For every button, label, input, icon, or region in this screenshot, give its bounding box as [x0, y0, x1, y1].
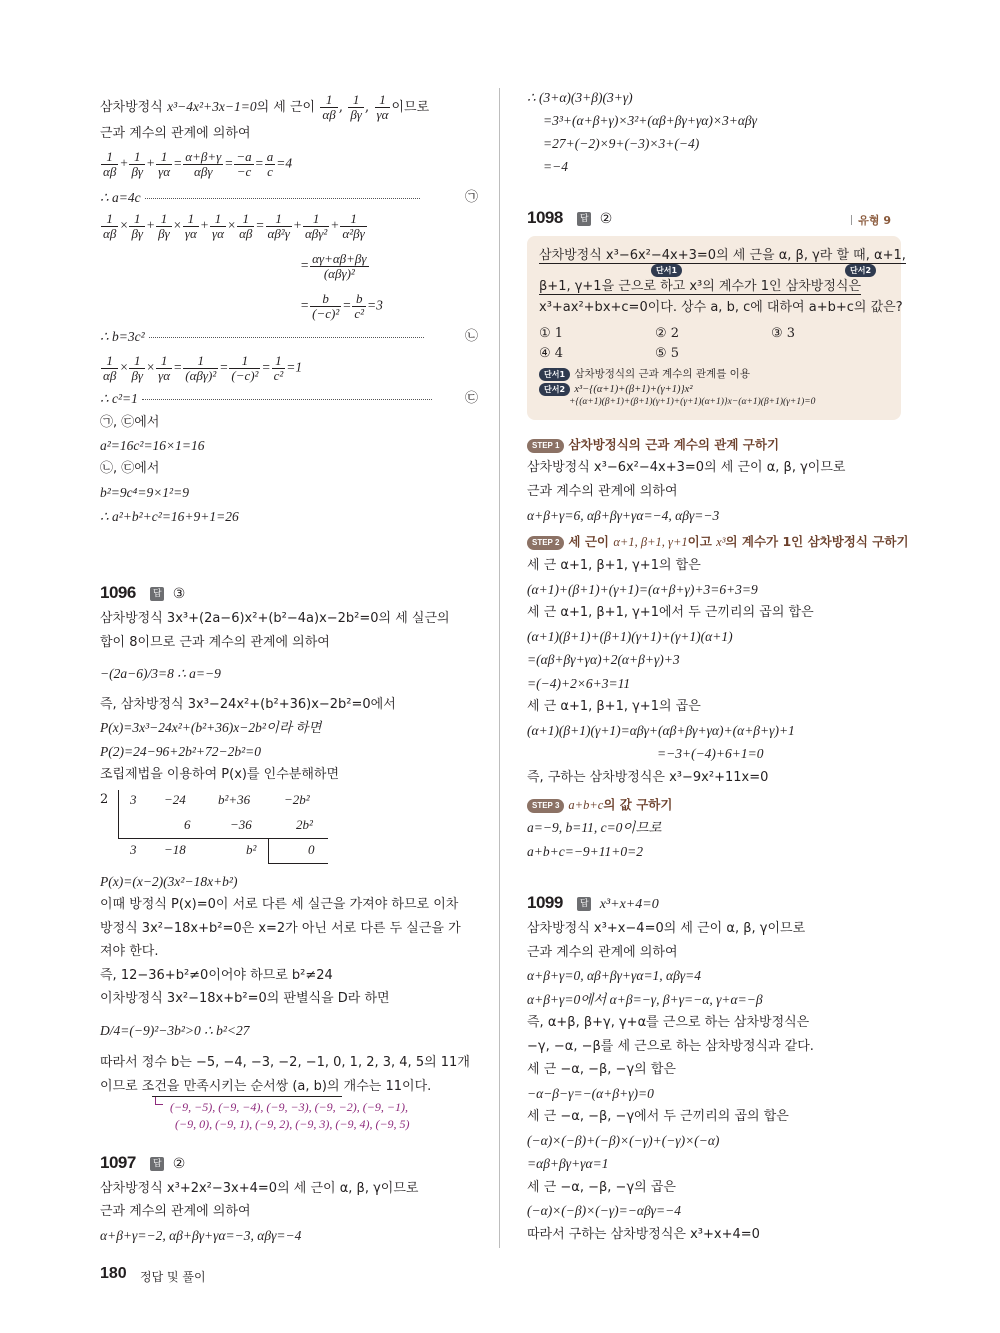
text-line: α+β+γ=0, αβ+βγ+γα=1, αβγ=4 — [527, 968, 702, 983]
text-line: 이때 방정식 P(x)=0이 서로 다른 세 실근을 가져야 하므로 이차 — [100, 897, 459, 912]
choice-4[interactable]: ④ 4 — [539, 346, 564, 361]
cont-line-4: ∴ a=4c ㉠ — [100, 188, 478, 208]
text-line: =3³+(α+β+γ)×3²+(αβ+βγ+γα)×3+αβγ — [543, 113, 757, 128]
text-line: 세 근 α+1, β+1, γ+1에서 두 근끼리의 곱의 합은 — [527, 605, 814, 620]
cont-line-1: 삼차방정식 x³−4x²+3x−1=0의 세 근이 $\frac{1}{\alpha\beta}$ , $\frac{1}{\beta\gamma}$ , $\frac{1}{\gamma\alpha}$ 이므로 — [100, 92, 430, 122]
problem-number: 1099 — [527, 893, 563, 912]
cont-line-5: $\frac{1}{\alpha\beta}$ × $\frac{1}{\beta\gamma}$ + $\frac{1}{\beta\gamma}$ × $\frac{1}{\gamma\alpha}$ + $\frac{1}{\gamma\alpha}$ × $\frac{1}{\alpha\beta}$ = $\frac{1}{\text{αβ²γ}}$ + $\frac{1}{\text{αβγ²}}$ + $\frac{1}{\text{α²βγ}}$ — [103, 211, 365, 241]
cont-line-3: $\frac{1}{\alpha\beta}$ + $\frac{1}{\beta\gamma}$ + $\frac{1}{\gamma\alpha}$ = $\frac{\alpha+\beta+\gamma}{\text{αβγ}}$ = $\frac{-a}{-c}$ = $\frac{a}{c}$ =4 — [103, 149, 293, 179]
cont-line-14: b²=9c⁴=9×1²=9 — [100, 485, 189, 500]
choice-2[interactable]: ② 2 — [655, 326, 680, 341]
text-line: 근과 계수의 관계에 의하여 — [100, 1204, 251, 1219]
text-line: =27+(−2)×9+(−3)×3+(−4) — [543, 136, 700, 151]
question-line-3: x³+ax²+bx+c=0이다. 상수 a, b, c에 대하여 a+b+c의 값은? — [539, 300, 903, 315]
cont-line-7: = $\frac{b}{\text{(−c)²}}$ = $\frac{b}{\text{c²}}$ =3 — [300, 291, 383, 321]
problem-number: 1097 — [100, 1153, 136, 1172]
text-line: 세 근 α+1, β+1, γ+1의 곱은 — [527, 699, 701, 714]
text-line: (α+1)(β+1)(γ+1)=αβγ+(αβ+βγ+γα)+(α+β+γ)+1 — [527, 723, 795, 738]
leader-dots — [145, 198, 420, 199]
answer-value: ② — [599, 211, 613, 227]
cont-line-9: $\frac{1}{\alpha\beta}$ × $\frac{1}{\beta\gamma}$ × $\frac{1}{\gamma\alpha}$ = $\frac{1}{\text{(αβγ)²}}$ = $\frac{1}{\text{(−c)²}}$ = $\frac{1}{\text{c²}}$ =1 — [103, 353, 303, 383]
annotation-arrow-icon — [155, 1097, 163, 1105]
text-line: 합이 8이므로 근과 계수의 관계에 의하여 — [100, 635, 330, 650]
question-line-2: β+1, γ+1을 근으로 하고 x³의 계수가 1인 삼차방정식은 — [539, 279, 862, 294]
text-line: −γ, −α, −β를 세 근으로 하는 삼차방정식과 같다. — [527, 1039, 814, 1054]
text-line: 즉, 구하는 삼차방정식은 x³−9x²+11x=0 — [527, 770, 769, 785]
text-line: (−α)×(−β)+(−β)×(−γ)+(−γ)×(−α) — [527, 1133, 720, 1148]
text-line: P(x)=(x−2)(3x²−18x+b²) — [100, 874, 238, 889]
cont-line-11: ㉠, ㉢에서 — [100, 415, 160, 430]
text-line: ∴ (3+α)(3+β)(3+γ) — [527, 90, 633, 105]
text-line: α+β+γ=6, αβ+βγ+γα=−4, αβγ=−3 — [527, 508, 720, 523]
annotation-line-2: (−9, 0), (−9, 1), (−9, 2), (−9, 3), (−9, 4), (−9, 5) — [175, 1117, 410, 1131]
hint1-badge: 단서1 — [651, 264, 682, 277]
step-badge: STEP 2 — [527, 536, 564, 550]
text-line: P(x)=3x³−24x²+(b²+36)x−2b²이라 하면 — [100, 720, 322, 735]
text-line: =−3+(−4)+6+1=0 — [657, 746, 764, 761]
cont-line-6: = $\frac{\alpha\gamma+\alpha\beta+\beta\gamma}{\text{(αβγ)²}}$ — [300, 251, 367, 281]
text-line: 삼차방정식 x³+2x²−3x+4=0의 세 근이 α, β, γ이므로 — [100, 1181, 419, 1196]
column-divider — [499, 88, 500, 1248]
question-line-1: 삼차방정식 x³−6x²−4x+3=0의 세 근을 α, β, γ라 할 때, α+1, — [539, 248, 906, 263]
text-line: 세 근 −α, −β, −γ의 합은 — [527, 1062, 676, 1077]
leader-dots — [149, 337, 424, 338]
text-line: 즉, α+β, β+γ, γ+α를 근으로 하는 삼차방정식은 — [527, 1015, 810, 1030]
division-line — [118, 838, 328, 839]
hint1-explanation: 단서1 삼차방정식의 근과 계수의 관계를 이용 — [539, 366, 750, 381]
leader-dots — [142, 399, 432, 400]
cont-line-10: ∴ c²=1 ㉢ — [100, 389, 478, 409]
problem-1097-header — [100, 1153, 185, 1173]
text-line: =(αβ+βγ+γα)+2(α+β+γ)+3 — [527, 652, 680, 667]
text-line: 즉, 삼차방정식 3x³−24x²+(b²+36)x−2b²=0에서 — [100, 697, 396, 712]
text-line: 조립제법을 이용하여 P(x)를 인수분해하면 — [100, 767, 340, 782]
answer-value: ③ — [172, 586, 186, 602]
text-line: −(2a−6)/3=8 ∴ a=−9 — [100, 666, 221, 681]
text-line: 이므로 조건을 만족시키는 순서쌍 (a, b)의 개수는 11이다. — [100, 1079, 432, 1094]
choice-1[interactable]: ① 1 — [539, 326, 564, 341]
text-line: 따라서 정수 b는 −5, −4, −3, −2, −1, 0, 1, 2, 3, 4, 5의 11개 — [100, 1055, 470, 1070]
answer-badge-icon: 답 — [150, 1157, 164, 1171]
text-line: 삼차방정식 3x³+(2a−6)x²+(b²−4a)x−2b²=0의 세 실근의 — [100, 611, 450, 626]
text-line: 즉, 12−36+b²≠0이어야 하므로 b²≠24 — [100, 968, 333, 983]
text-line: P(2)=24−96+2b²+72−2b²=0 — [100, 744, 261, 759]
answer-value: ② — [172, 1156, 186, 1172]
mark-digeut: ㉢ — [464, 391, 478, 406]
hint2-badge: 단서2 — [845, 264, 876, 277]
text-line: −α−β−γ=−(α+β+γ)=0 — [527, 1086, 654, 1101]
step1-header: STEP 1 삼차방정식의 근과 계수의 관계 구하기 — [527, 435, 779, 455]
problem-number: 1096 — [100, 583, 136, 602]
page-label: 정답 및 풀이 — [140, 1270, 206, 1284]
text-line: =αβ+βγ+γα=1 — [527, 1156, 609, 1171]
text-line: (−α)×(−β)×(−γ)=−αβγ=−4 — [527, 1203, 681, 1218]
problem-number: 1098 — [527, 208, 563, 227]
remainder-line — [268, 863, 328, 864]
page-number: 180 — [100, 1265, 127, 1282]
step-badge: STEP 1 — [527, 439, 564, 453]
text-line: 져야 한다. — [100, 944, 159, 959]
text-line: α+β+γ=−2, αβ+βγ+γα=−3, αβγ=−4 — [100, 1228, 302, 1243]
text-line: =−4 — [543, 159, 568, 174]
problem-1099-header — [527, 893, 659, 913]
hint2-explanation: 단서2 x³−{(α+1)+(β+1)+(γ+1)}x² — [539, 381, 692, 397]
step3-header: STEP 3 a+b+c의 값 구하기 — [527, 795, 672, 815]
text-line: 따라서 구하는 삼차방정식은 x³+x+4=0 — [527, 1227, 760, 1242]
text-line: 삼차방정식 x³−6x²−4x+3=0의 세 근이 α, β, γ이므로 — [527, 460, 846, 475]
text-line: (α+1)(β+1)+(β+1)(γ+1)+(γ+1)(α+1) — [527, 629, 733, 644]
step-badge: STEP 3 — [527, 799, 564, 813]
synthetic-division-table: 2 3 −24 b²+36 −2b² 6 −36 2b² 3 −18 b² 0 — [100, 790, 330, 865]
text-line: 근과 계수의 관계에 의하여 — [527, 945, 678, 960]
cont-line-15: ∴ a²+b²+c²=16+9+1=26 — [100, 509, 239, 524]
choice-3[interactable]: ③ 3 — [771, 326, 796, 341]
text-line: D/4=(−9)²−3b²>0 ∴ b²<27 — [100, 1023, 250, 1038]
text-line: 세 근 −α, −β, −γ에서 두 근끼리의 곱의 합은 — [527, 1109, 789, 1124]
cont-line-8: ∴ b=3c² ㉡ — [100, 327, 478, 347]
choice-5[interactable]: ⑤ 5 — [655, 346, 680, 361]
mark-nieun: ㉡ — [464, 329, 478, 344]
remainder-bar — [268, 838, 269, 863]
hint2-explanation-cont: +{(α+1)(β+1)+(β+1)(γ+1)+(γ+1)(α+1)}x−(α+1)(β+1)(γ+1)=0 — [569, 397, 816, 407]
text-line: a=−9, b=11, c=0이므로 — [527, 820, 662, 835]
division-bar — [118, 790, 119, 838]
annotation-line-1: (−9, −5), (−9, −4), (−9, −3), (−9, −2), (−9, −1), — [170, 1100, 408, 1114]
text-line: 삼차방정식 x³+x−4=0의 세 근이 α, β, γ이므로 — [527, 921, 806, 936]
cont-line-12: a²=16c²=16×1=16 — [100, 438, 205, 453]
question-box — [527, 236, 906, 420]
answer-badge-icon: 답 — [577, 897, 591, 911]
cont-line-2: 근과 계수의 관계에 의하여 — [100, 126, 251, 141]
problem-1096-header — [100, 583, 185, 603]
type-tag: 유형 9 — [851, 212, 891, 228]
step2-header: STEP 2 세 근이 α+1, β+1, γ+1이고 x³의 계수가 1인 삼차방정식 구하기 — [527, 532, 909, 552]
cont-line-13: ㉡, ㉢에서 — [100, 461, 160, 476]
text-line: =(−4)+2×6+3=11 — [527, 676, 631, 691]
mark-giyeok: ㉠ — [464, 190, 478, 205]
answer-badge-icon: 답 — [577, 212, 591, 226]
text-line: 방정식 3x²−18x+b²=0은 x=2가 아닌 서로 다른 두 실근을 가 — [100, 921, 461, 936]
answer-value: x³+x+4=0 — [599, 897, 659, 912]
text-line: α+β+γ=0에서 α+β=−γ, β+γ=−α, γ+α=−β — [527, 992, 763, 1007]
text-line: 이차방정식 3x²−18x+b²=0의 판별식을 D라 하면 — [100, 991, 390, 1006]
text-line: 근과 계수의 관계에 의하여 — [527, 484, 678, 499]
problem-1098-header — [527, 208, 901, 228]
answer-badge-icon: 답 — [150, 587, 164, 601]
text-line: (α+1)+(β+1)+(γ+1)=(α+β+γ)+3=6+3=9 — [527, 582, 758, 597]
text-line: a+b+c=−9+11+0=2 — [527, 844, 644, 859]
text-line: 세 근 α+1, β+1, γ+1의 합은 — [527, 558, 701, 573]
text-line: 세 근 −α, −β, −γ의 곱은 — [527, 1180, 676, 1195]
